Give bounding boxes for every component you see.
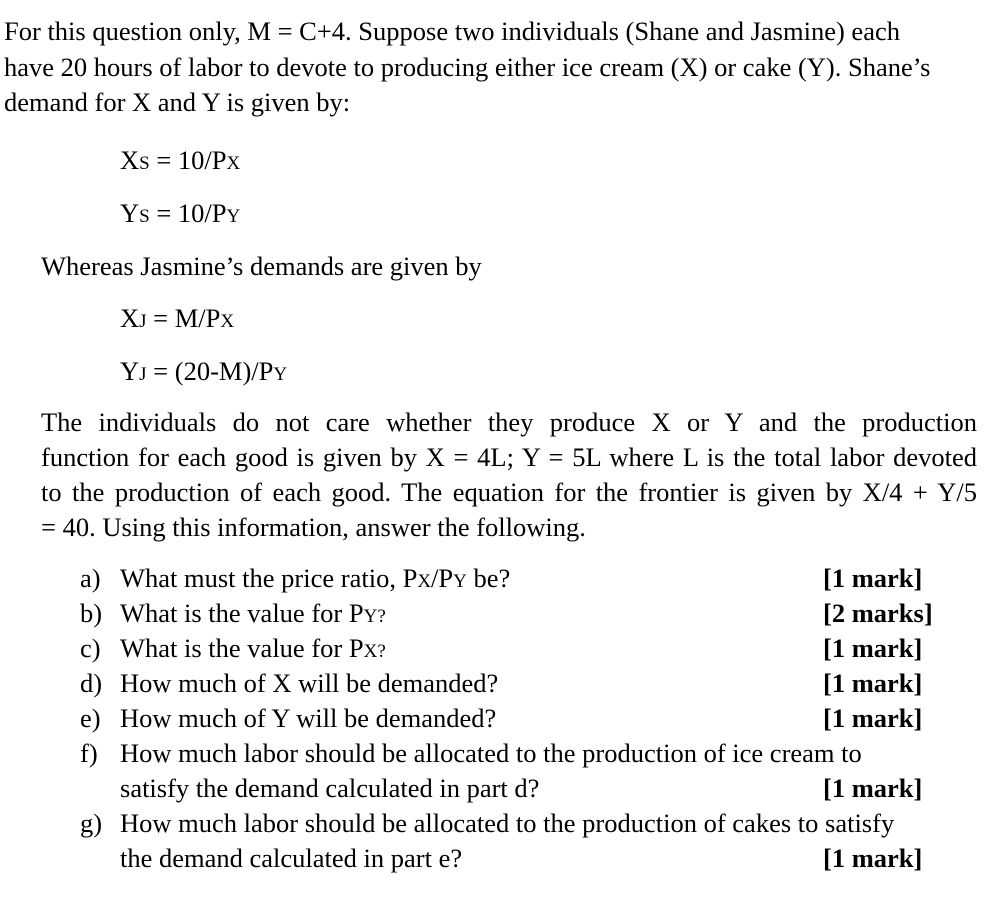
question-letter: b) xyxy=(80,598,103,628)
intro-line-3: demand for X and Y is given by: xyxy=(4,87,351,117)
para2-line-3: to the production of each good. The equation for the frontier is given by X/4 + Y/5 xyxy=(41,477,977,507)
para2-line-4: = 40. Using this information, answer the following. xyxy=(41,512,586,542)
para2-line-1: The individuals do not care whether they produce X or Y and the production xyxy=(41,407,977,437)
eq-rhs: = (20-M)/P xyxy=(146,356,274,386)
question-text-part: What is the value for P xyxy=(120,598,364,628)
eq-lhs-subscript: S xyxy=(139,153,150,174)
para2-line-2: function for each good is given by X = 4L; Y = 5L where L is the total labor devoted xyxy=(41,442,977,472)
question-text: How much labor should be allocated to the production of cakes to satisfy xyxy=(120,808,895,838)
question-subscript: X xyxy=(417,571,432,592)
eq-rhs-subscript: Y xyxy=(273,364,288,385)
question-text-part: What is the value for P xyxy=(120,633,364,663)
question-marks: [1 mark] xyxy=(823,703,923,733)
question-letter: d) xyxy=(80,668,103,698)
question-marks: [1 mark] xyxy=(823,843,923,873)
eq-lhs: X xyxy=(120,303,140,333)
question-text-continued: the demand calculated in part e? xyxy=(120,843,463,873)
question-text: How much of Y will be demanded? xyxy=(120,703,497,733)
question-subscript: X? xyxy=(363,641,386,662)
eq-rhs: = 10/P xyxy=(149,145,227,175)
question-text: How much of X will be demanded? xyxy=(120,668,499,698)
question-text-part: /P xyxy=(431,563,454,593)
question-marks: [2 marks] xyxy=(823,598,933,628)
question-marks: [1 mark] xyxy=(823,563,923,593)
shane-x-demand-equation xyxy=(120,144,240,180)
question-text-continued: satisfy the demand calculated in part d? xyxy=(120,773,540,803)
question-subscript: Y? xyxy=(363,606,386,627)
question-letter: e) xyxy=(80,703,101,733)
eq-lhs: X xyxy=(120,145,140,175)
eq-lhs: Y xyxy=(120,198,140,228)
production-paragraph xyxy=(41,405,977,545)
question-letter: g) xyxy=(80,808,103,838)
intro-line-2: have 20 hours of labor to devote to producing either ice cream (X) or cake (Y). Shane’s xyxy=(4,51,931,82)
eq-lhs-subscript: J xyxy=(139,311,147,332)
eq-rhs-subscript: X xyxy=(226,153,241,174)
whereas-line: Whereas Jasmine’s demands are given by xyxy=(41,251,482,281)
shane-y-demand-equation xyxy=(120,197,240,233)
eq-rhs-subscript: Y xyxy=(226,206,241,227)
question-letter: f) xyxy=(80,738,98,768)
eq-lhs-subscript: J xyxy=(139,364,147,385)
question-letter: c) xyxy=(80,633,101,663)
eq-rhs: = M/P xyxy=(146,303,221,333)
intro-paragraph xyxy=(4,14,978,121)
eq-rhs-subscript: X xyxy=(220,311,235,332)
intro-line-1: For this question only, M = C+4. Suppose two individuals (Shane and Jasmine) each xyxy=(4,16,900,46)
eq-lhs-subscript: S xyxy=(139,206,150,227)
question-marks: [1 mark] xyxy=(823,668,923,698)
question-text-part: be? xyxy=(466,563,511,593)
question-text: How much labor should be allocated to the production of ice cream to xyxy=(120,738,862,768)
question-subscript: Y xyxy=(453,571,467,592)
question-marks: [1 mark] xyxy=(823,633,923,663)
jasmine-y-demand-equation xyxy=(120,355,287,391)
question-text xyxy=(120,631,386,669)
eq-rhs: = 10/P xyxy=(149,198,227,228)
question-text xyxy=(120,561,510,599)
question-letter: a) xyxy=(80,563,101,593)
jasmine-x-demand-equation xyxy=(120,302,234,338)
question-text xyxy=(120,596,386,634)
question-marks: [1 mark] xyxy=(823,773,923,803)
question-text-part: What must the price ratio, P xyxy=(120,563,418,593)
eq-lhs: Y xyxy=(120,356,140,386)
